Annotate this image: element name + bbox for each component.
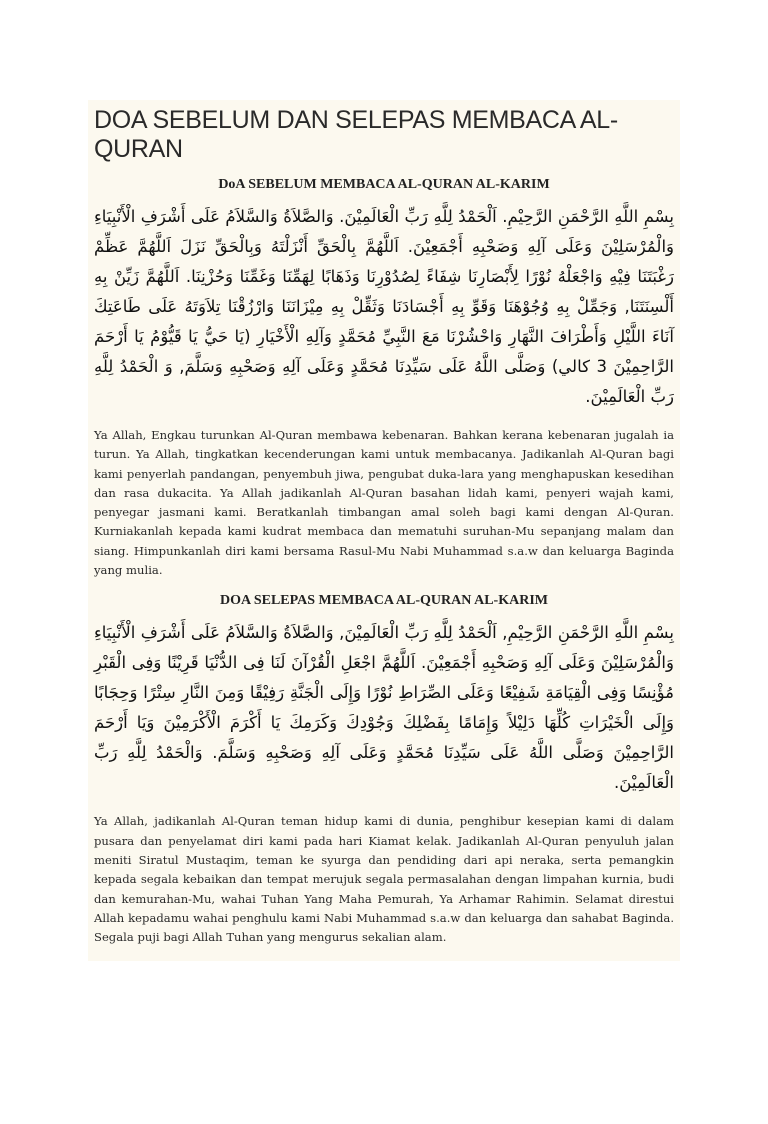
translation-after: Ya Allah, jadikanlah Al-Quran teman hidup kami di dunia, penghibur kesepian kami di dalam pusara dan penyelamat diri kami pada hari Kiamat kelak. Jadikanlah Al-Quran penyuluh jalan meniti Siratul Mustaqim, teman ke syurga dan pendiding dari api neraka, serta pemangkin kepada segala kebaikan dan tempat merujuk segala permasalahan dengan limpahan kurnia, budi dan kemurahan-Mu, wahai Tuhan Yang Maha Pemurah, Ya Arhamar Rahimin. Selamat direstui Allah kepadamu wahai penghulu kami Nabi Muhammad s.a.w dan keluarga dan sahabat Baginda. Segala puji bagi Allah Tuhan yang mengurus sekalian alam. <box>94 814 674 945</box>
arabic-prayer-before: بِسْمِ اللَّهِ الرَّحْمَنِ الرَّحِيْمِ. اَلْحَمْدُ لِلَّهِ رَبِّ الْعَالَمِيْنَ. وَالصَّلاَةُ وَالسَّلاَمُ عَلَى أَشْرَفِ الْأَنْبِيَاءِ وَالْمُرْسَلِيْنَ وَعَلَى آلِهِ وَصَحْبِهِ أَجْمَعِيْنَ. اَللَّهُمَّ بِالْحَقِّ أَنْزَلْتَهُ وَبِالْحَقِّ نَزَلَ اَللَّهُمَّ عَظِّمْ رَغْبَتَنَا فِيْهِ وَاجْعَلْهُ نُوْرًا لِأَبْصَارِنَا شِفَاءً لِصُدُوْرِنَا وَذَهَابًا لِهَمِّنَا وَغَمِّنَا وَحُزْنِنَا. اَللَّهُمَّ زَيِّنْ بِهِ أَلْسِنَتَنَا, وَجَمِّلْ بِهِ وُجُوْهَنَا وَقَوِّ بِهِ أَجْسَادَنَا وَثَقِّلْ بِهِ مِيْزَانَنَا وَارْزُقْنَا تِلاَوَتَهُ عَلَى طَاعَتِكَ آنَاءَ اللَّيْلِ وَأَطْرَافَ النَّهَارِ وَاحْشُرْنَا مَعَ النَّبِيِّ مُحَمَّدٍ وَآلِهِ الْأَخْيَارِ (يَا حَيُّ يَا قَيُّوْمُ يَا أَرْحَمَ الرَّاحِمِيْنَ 3 كالي) وَصَلَّى اللَّهُ عَلَى سَيِّدِنَا مُحَمَّدٍ وَعَلَى آلِهِ وَصَحْبِهِ وَسَلَّمَ, وَ الْحَمْدُ لِلَّهِ رَبِّ الْعَالَمِيْنَ. <box>94 207 675 406</box>
section-heading-before: DoA SEBELUM MEMBACA AL-QURAN AL-KARIM <box>218 177 550 192</box>
arabic-prayer-after: بِسْمِ اللَّهِ الرَّحْمَنِ الرَّحِيْمِ, اَلْحَمْدُ لِلَّهِ رَبِّ الْعَالَمِيْنَ, وَالصَّلاَةُ وَالسَّلاَمُ عَلَى أَشْرَفِ الْأَنْبِيَاءِ وَالْمُرْسَلِيْنَ وَعَلَى آلِهِ وَصَحْبِهِ أَجْمَعِيْنَ. اَللَّهُمَّ اجْعَلِ الْقُرْآنَ لَنَا فِى الدُّنْيَا قَرِيْنًا وَفِى الْقَبْرِ مُؤْنِسًا وَفِى الْقِيَامَةِ شَفِيْعًا وَعَلَى الصِّرَاطِ نُوْرًا وَإِلَى الْجَنَّةِ رَفِيْقًا وَمِنَ النَّارِ سِتْرًا وَحِجَابًا وَإِلَى الْخَيْرَاتِ كُلِّهَا دَلِيْلاً وَإِمَامًا بِفَضْلِكَ وَجُوْدِكَ وَكَرَمِكَ يَا أَكْرَمَ الْأَكْرَمِيْنَ وَيَا أَرْحَمَ الرَّاحِمِيْنَ وَصَلَّى اللَّهُ عَلَى سَيِّدِنَا مُحَمَّدٍ وَعَلَى آلِهِ وَصَحْبِهِ وَسَلَّمَ. وَالْحَمْدُ لِلَّهِ رَبِّ الْعَالَمِيْنَ. <box>94 623 674 793</box>
section-heading-after: DOA SELEPAS MEMBACA AL-QURAN AL-KARIM <box>220 593 548 609</box>
document-page <box>88 100 680 961</box>
translation-before: Ya Allah, Engkau turunkan Al-Quran membawa kebenaran. Bahkan kerana kebenaran jugalah ia turun. Ya Allah, tingkatkan kecenderungan kami untuk membacanya. Jadikanlah Al-Quran bagi kami penyerlah pandangan, penyembuh jiwa, pengubat duka-lara yang menghapuskan kesedihan dan rasa dukacita. Ya Allah jadikanlah Al-Quran basahan lidah kami, penyeri wajah kami, penyegar jasmani kami. Beratkanlah timbangan amal soleh bagi kami dengan Al-Quran. Kurniakanlah kepada kami kudrat membaca dan mematuhi suruhan-Mu sepanjang malam dan siang. Himpunkanlah diri kami bersama Rasul-Mu Nabi Muhammad s.a.w dan keluarga Baginda yang mulia. <box>94 428 674 578</box>
document-title: DOA SEBELUM DAN SELEPAS MEMBACA AL-QURAN <box>94 106 618 163</box>
